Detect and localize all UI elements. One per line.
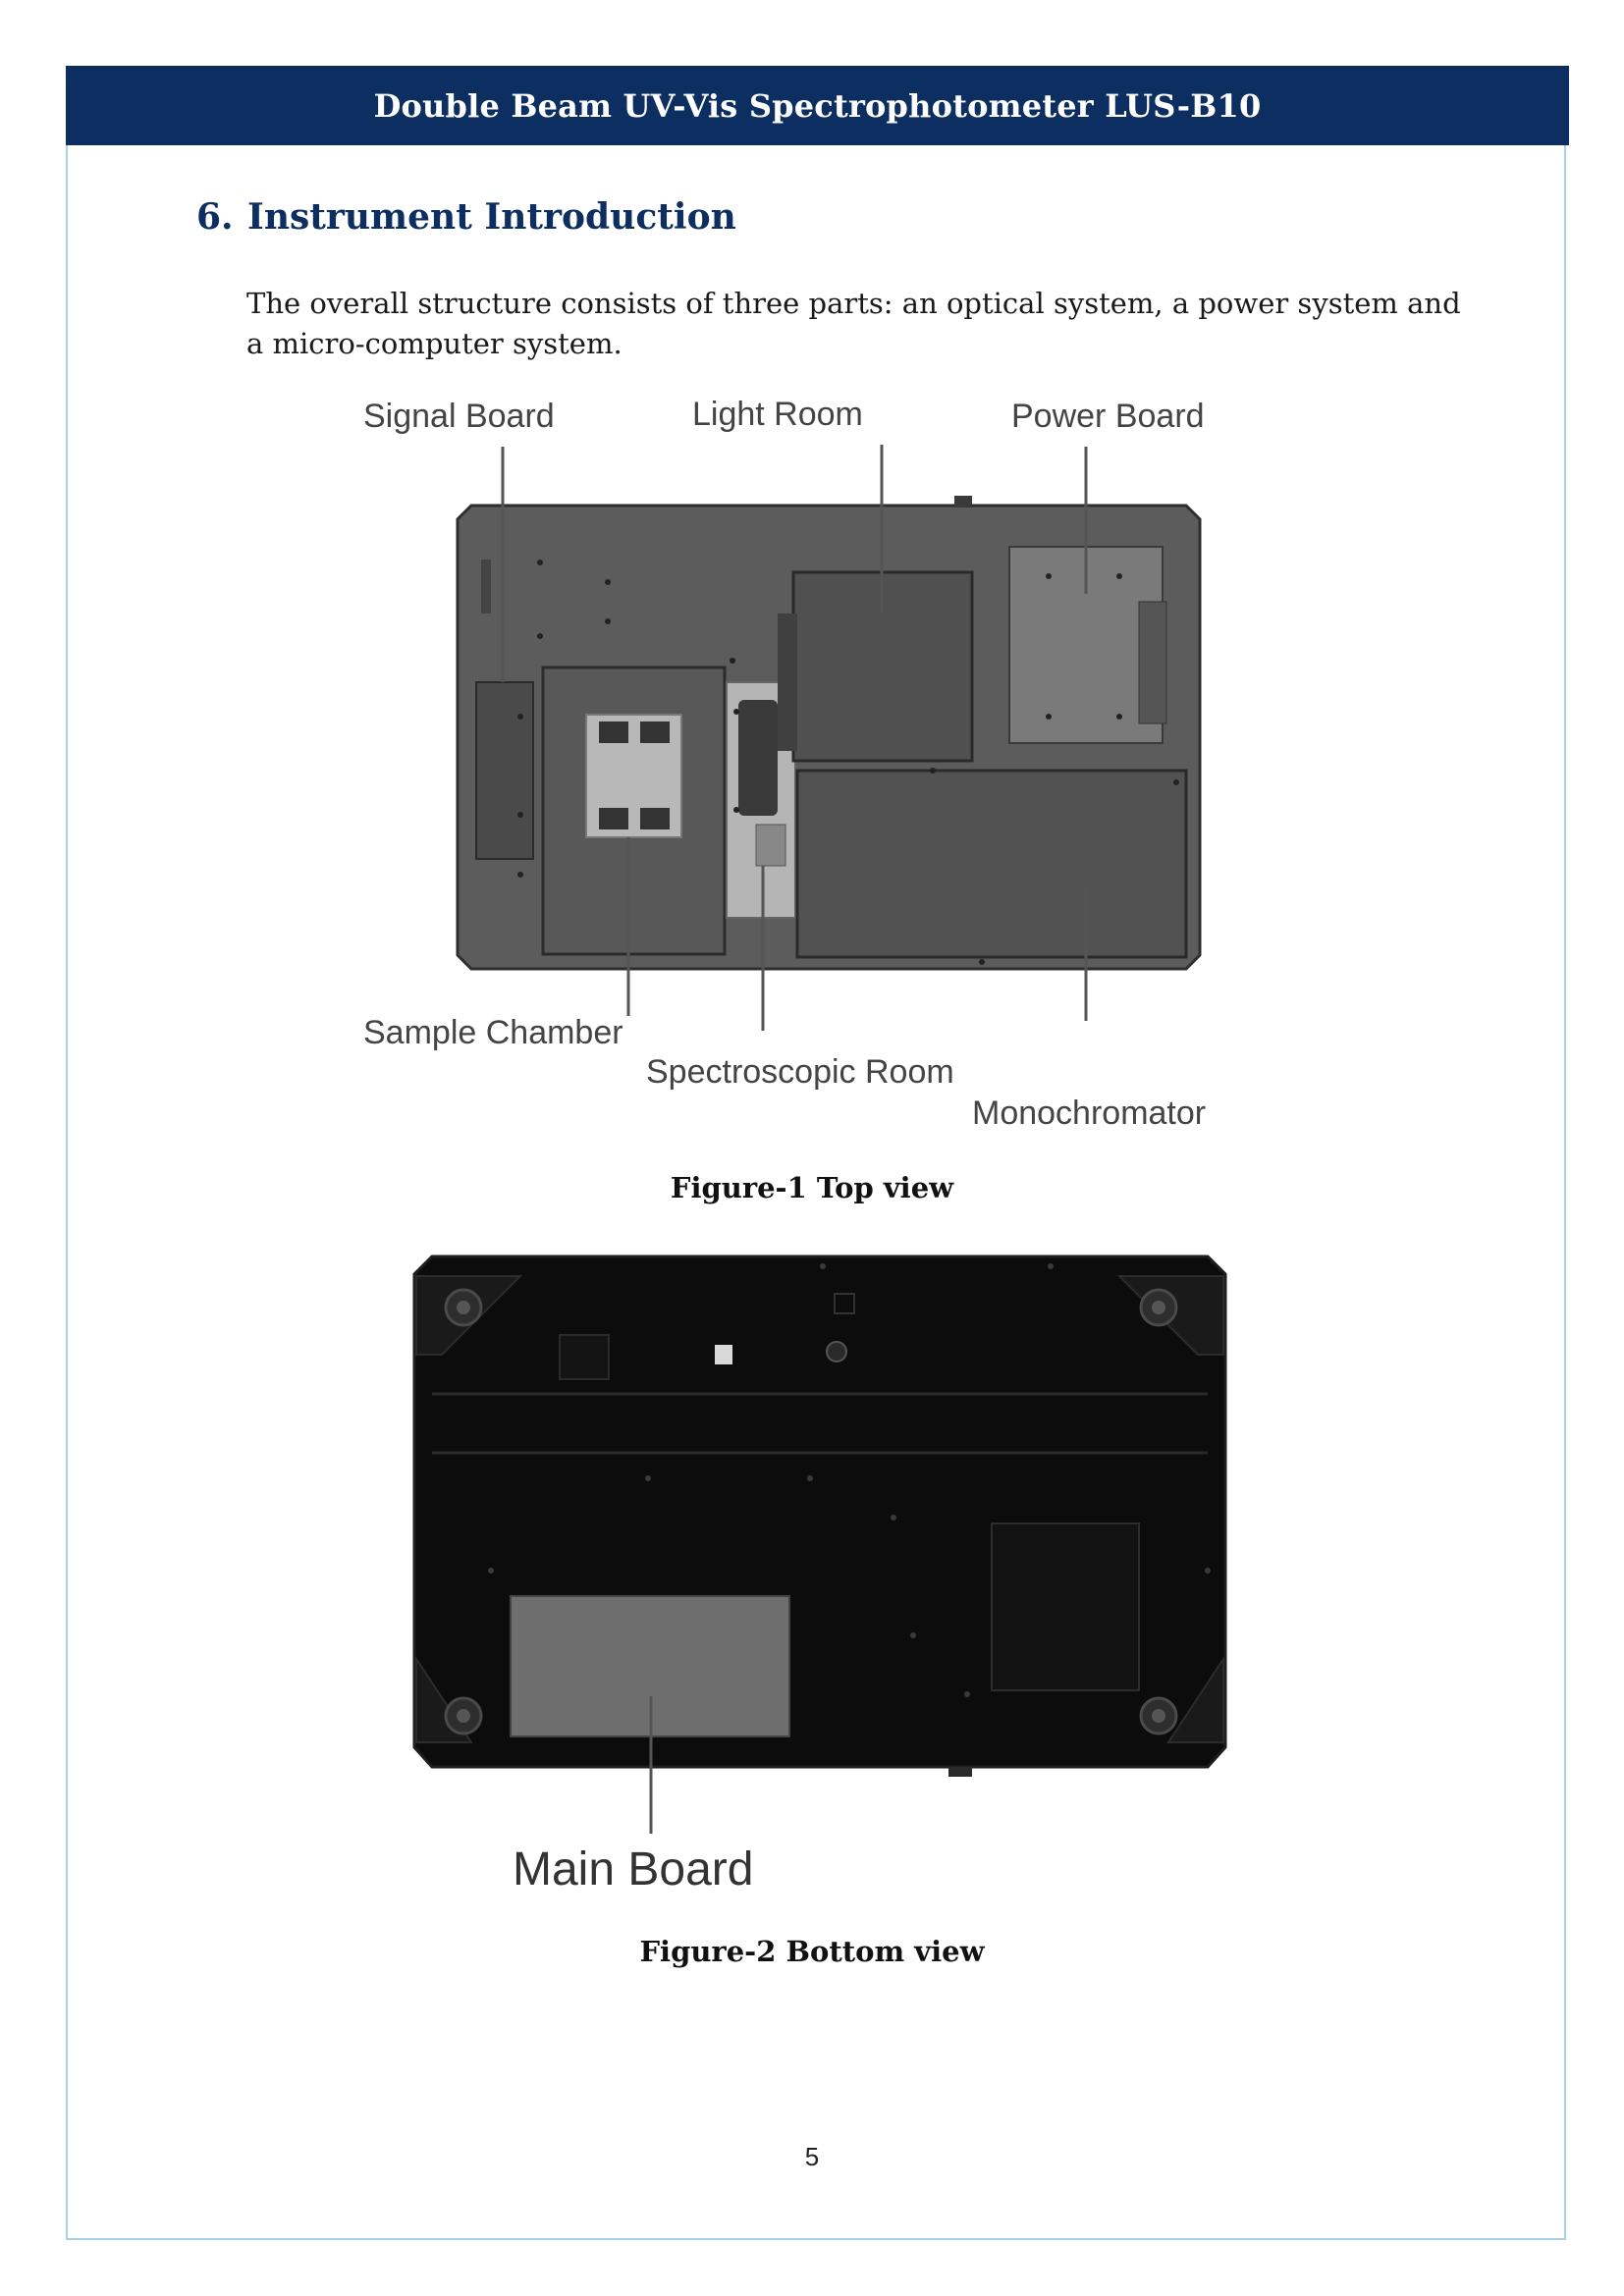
label-monochromator: Monochromator bbox=[972, 1095, 1207, 1132]
document-title: Double Beam UV-Vis Spectrophotometer LUS-B10 bbox=[373, 86, 1262, 125]
figure1-caption: Figure-1 Top view bbox=[670, 1171, 954, 1204]
label-spectroscopic-room: Spectroscopic Room bbox=[646, 1053, 954, 1091]
intro-paragraph: The overall structure consists of three parts: an optical system, a power system and a micro-computer system. bbox=[246, 287, 1461, 360]
signal-board-part bbox=[476, 682, 533, 859]
spectro-module bbox=[738, 700, 778, 816]
page-number: 5 bbox=[804, 2142, 820, 2171]
section-heading bbox=[196, 196, 736, 238]
figure2-caption: Figure-2 Bottom view bbox=[639, 1935, 985, 1968]
document-header bbox=[66, 66, 1569, 145]
label-light-room: Light Room bbox=[692, 396, 863, 433]
slot bbox=[481, 560, 491, 614]
figure-bottom-view bbox=[403, 1247, 1237, 1914]
rear-panel bbox=[992, 1523, 1139, 1690]
monochromator-part bbox=[797, 771, 1186, 957]
label-main-board: Main Board bbox=[513, 1843, 754, 1896]
bottom-view-illustration bbox=[403, 1247, 1237, 1914]
top-view-illustration bbox=[353, 388, 1276, 1144]
label-sample-chamber: Sample Chamber bbox=[363, 1014, 623, 1051]
section-title: Instrument Introduction bbox=[247, 196, 736, 238]
label-power-board: Power Board bbox=[1011, 398, 1205, 435]
top-connector bbox=[954, 496, 972, 507]
figure-top-view bbox=[353, 388, 1276, 1144]
section-number: 6. bbox=[196, 196, 234, 238]
label-signal-board: Signal Board bbox=[363, 398, 555, 435]
